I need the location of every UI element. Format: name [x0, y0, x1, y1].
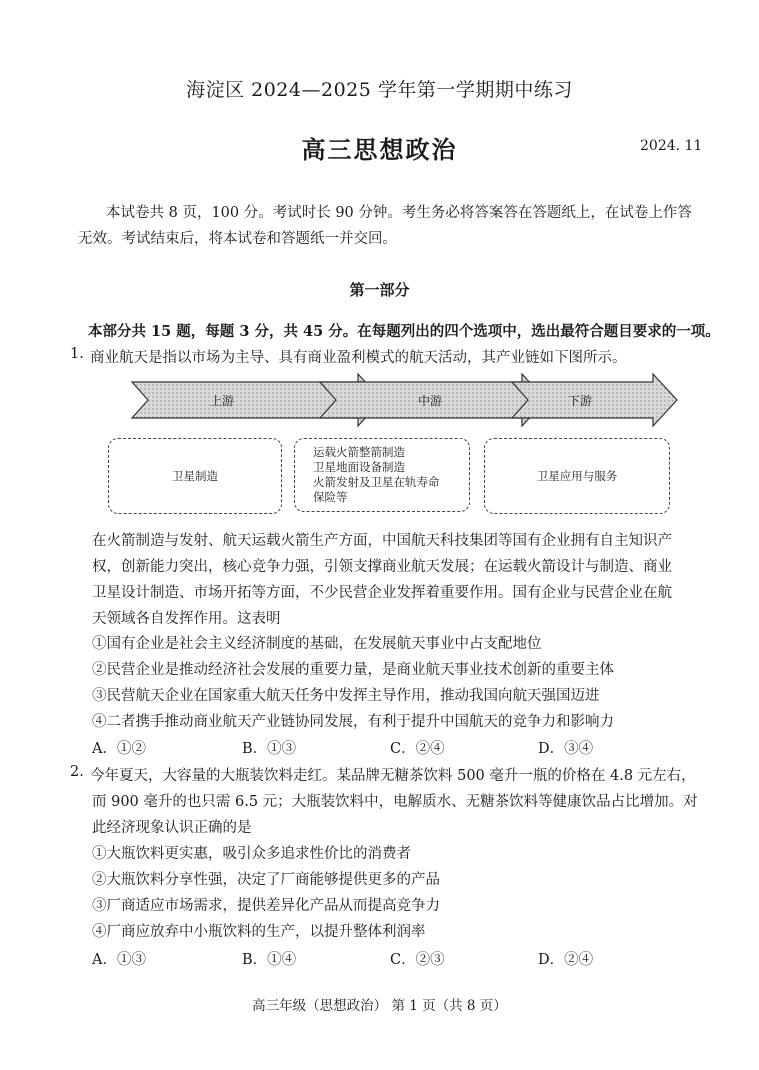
q1-statement: ①国有企业是社会主义经济制度的基础，在发展航天事业中占支配地位: [92, 636, 542, 652]
arrow-label-upstream: 上游: [210, 394, 235, 408]
q2-stem-line: 而 900 毫升的也只需 6.5 元；大瓶装饮料中，电解质水、无糖茶饮料等健康饮品占比增加。对: [92, 794, 698, 810]
midstream-line: 运载火箭整箭制造: [313, 445, 405, 459]
q1-statement: ④二者携手推动商业航天产业链协同发展，有利于提升中国航天的竞争力和影响力: [92, 714, 614, 730]
box-downstream: [484, 438, 670, 514]
q2-option-a[interactable]: A．①③: [92, 952, 146, 968]
q2-statement: ④厂商应放弃中小瓶饮料的生产，以提升整体利润率: [92, 924, 426, 940]
chain-arrows: [100, 372, 680, 432]
q1-option-c[interactable]: C．②④: [390, 741, 445, 757]
q2-stem-line: 今年夏天，大容量的大瓶装饮料走红。某品牌无糖茶饮料 500 毫升一瓶的价格在 4.8 元左右，: [90, 768, 696, 784]
arrow-label-downstream: 下游: [568, 394, 593, 408]
page-footer: 高三年级（思想政治） 第 1 页（共 8 页）: [252, 998, 507, 1014]
box-downstream-text: 卫星应用与服务: [536, 468, 618, 483]
midstream-line: 火箭发射及卫星在轨寿命: [313, 475, 440, 489]
q1-option-a[interactable]: A．①②: [92, 741, 146, 757]
box-midstream: [294, 438, 470, 512]
exam-title: 海淀区 2024—2025 学年第一学期期中练习: [186, 79, 573, 101]
part-title: 第一部分: [349, 281, 410, 299]
q1-statement: ③民营航天企业在国家重大航天任务中发挥主导作用，推动我国向航天强国迈进: [92, 688, 600, 704]
subject-title: 高三思想政治: [301, 135, 458, 164]
q2-option-d[interactable]: D．②④: [538, 952, 594, 968]
q1-passage-line: 天领域各自发挥作用。这表明: [92, 611, 281, 627]
q1-option-d[interactable]: D．③④: [538, 741, 594, 757]
q1-passage-line: 权，创新能力突出，核心竞争力强，引领支撑商业航天发展；在运载火箭设计与制造、商业: [92, 559, 672, 575]
q2-option-b[interactable]: B．①④: [242, 952, 297, 968]
q1-stem: 商业航天是指以市场为主导、具有商业盈利模式的航天活动，其产业链如下图所示。: [90, 350, 627, 366]
arrow-downstream: [512, 374, 677, 426]
intro-paragraph: 本试卷共 8 页，100 分。考试时长 90 分钟。考生务必将答案答在答题纸上，在试卷上作答无效。考试结束后，将本试卷和答题纸一并交回。: [78, 205, 692, 247]
q1-statement: ②民营企业是推动经济社会发展的重要力量，是商业航天事业技术创新的重要主体: [92, 662, 614, 678]
q2-number: 2.: [70, 764, 84, 780]
q2-statement: ②大瓶饮料分享性强，决定了厂商能够提供更多的产品: [92, 872, 440, 888]
box-upstream-text: 卫星制造: [172, 468, 218, 483]
arrow-label-midstream: 中游: [418, 394, 443, 408]
part-instructions: 本部分共 15 题，每题 3 分，共 45 分。在每题列出的四个选项中，选出最符合题目要求的一项。: [88, 323, 720, 340]
q2-statement: ①大瓶饮料更实惠，吸引众多追求性价比的消费者: [92, 846, 411, 862]
q1-option-b[interactable]: B．①③: [242, 741, 297, 757]
q2-stem-line: 此经济现象认识正确的是: [92, 820, 252, 836]
industry-chain-diagram: [100, 372, 680, 522]
exam-date: 2024. 11: [640, 138, 703, 154]
box-midstream-text: [313, 445, 440, 505]
q1-passage-line: 卫星设计制造、市场开拓等方面，不少民营企业发挥着重要作用。国有企业与民营企业在航: [92, 585, 672, 601]
midstream-line: 保险等: [313, 490, 348, 504]
q2-option-c[interactable]: C．②③: [390, 952, 445, 968]
q1-passage-line: 在火箭制造与发射、航天运载火箭生产方面，中国航天科技集团等国有企业拥有自主知识产: [92, 533, 672, 549]
q2-statement: ③厂商适应市场需求，提供差异化产品从而提高竞争力: [92, 898, 440, 914]
box-upstream: [108, 438, 282, 514]
midstream-line: 卫星地面设备制造: [313, 460, 405, 474]
q1-number: 1.: [70, 346, 84, 362]
